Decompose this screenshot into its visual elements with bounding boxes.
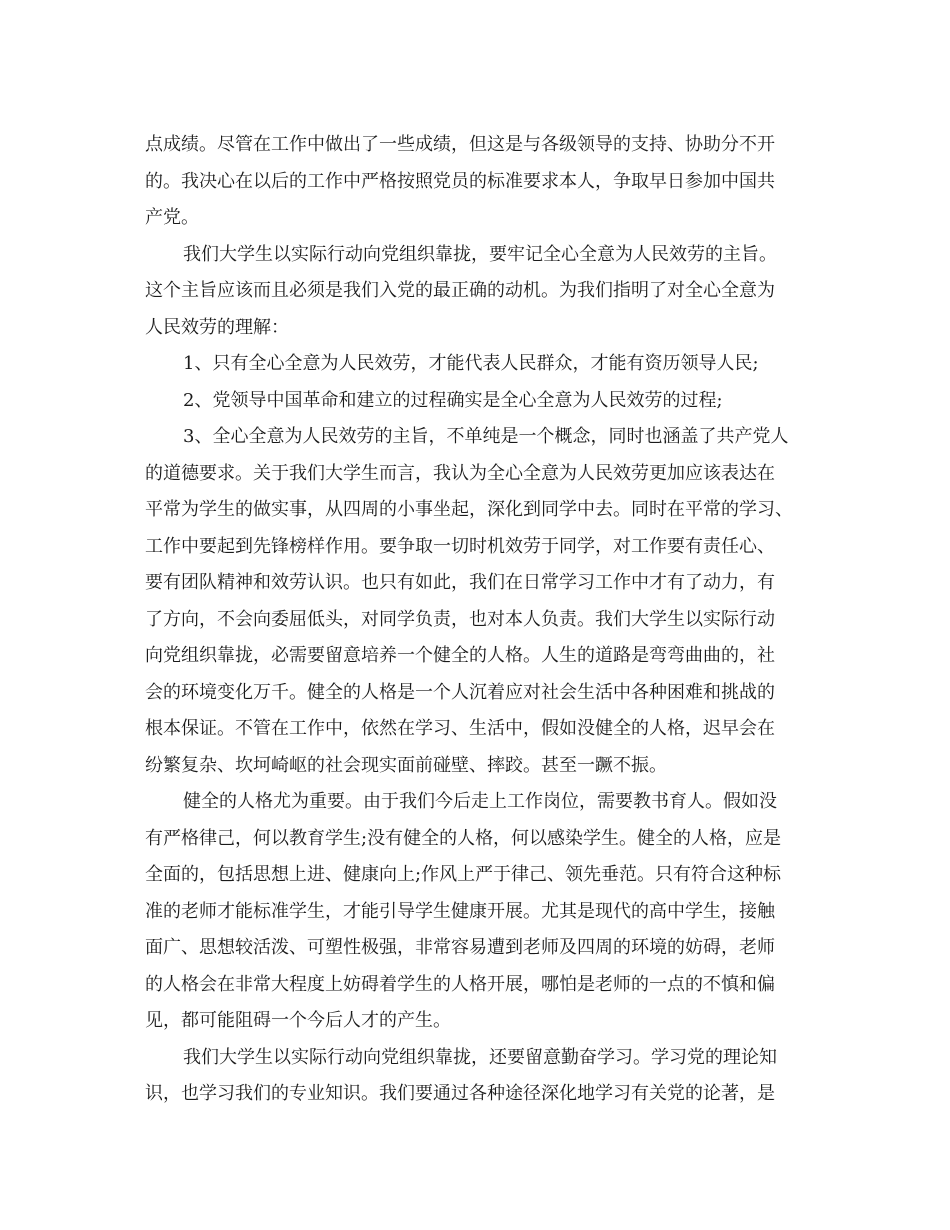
text-line: 会的环境变化万千。健全的人格是一个人沉着应对社会生活中各种困难和挑战的 — [145, 681, 775, 703]
text-line: 平常为学生的做实事，从四周的小事坐起，深化到同学中去。同时在平常的学习、 — [145, 499, 793, 520]
text-line: 要有团队精神和效劳认识。也只有如此，我们在日常学习工作中才有了动力，有 — [145, 572, 775, 593]
text-line: 的。我决心在以后的工作中严格按照党员的标准要求本人，争取早日参加中国共 — [145, 170, 775, 192]
text-line: 我们大学生以实际行动向党组织靠拢，还要留意勤奋学习。学习党的理论知 — [183, 1046, 777, 1068]
text-line: 有严格律己，何以教育学生;没有健全的人格，何以感染学生。健全的人格，应是 — [145, 827, 782, 849]
text-line: 根本保证。不管在工作中，依然在学习、生活中，假如没健全的人格，迟早会在 — [145, 718, 775, 739]
text-line: 面广、思想较活泼、可塑性极强，非常容易遭到老师及四周的环境的妨碍，老师 — [145, 937, 775, 958]
text-line: 向党组织靠拢，必需要留意培养一个健全的人格。人生的道路是弯弯曲曲的，社 — [145, 645, 775, 666]
text-line: 识，也学习我们的专业知识。我们要通过各种途径深化地学习有关党的论著，是 — [145, 1083, 775, 1104]
text-line: 的道德要求。关于我们大学生而言，我认为全心全意为人民效劳更加应该表达在 — [145, 462, 775, 484]
text-line: 这个主旨应该而且必须是我们入党的最正确的动机。为我们指明了对全心全意为 — [145, 280, 775, 301]
text-line: 1、只有全心全意为人民效劳，才能代表人民群众，才能有资历领导人民; — [183, 353, 759, 374]
text-line: 工作中要起到先锋榜样作用。要争取一切时机效劳于同学，对工作要有责任心、 — [145, 535, 775, 557]
text-line: 健全的人格尤为重要。由于我们今后走上工作岗位，需要教书育人。假如没 — [183, 791, 777, 812]
text-line: 点成绩。尽管在工作中做出了一些成绩，但这是与各级领导的支持、协助分不开 — [145, 134, 775, 155]
document-body — [145, 127, 805, 1113]
text-line: 3、全心全意为人民效劳的主旨，不单纯是一个概念，同时也涵盖了共产党人 — [183, 426, 789, 447]
text-line: 见，都可能阻碍一个今后人才的产生。 — [145, 1010, 451, 1031]
text-line: 我们大学生以实际行动向党组织靠拢，要牢记全心全意为人民效劳的主旨。 — [183, 243, 777, 265]
text-line: 准的老师才能标准学生，才能引导学生健康开展。尤其是现代的高中学生，接触 — [145, 900, 775, 922]
text-line: 人民效劳的理解： — [145, 316, 289, 338]
text-line: 产党。 — [145, 207, 199, 228]
text-line: 纷繁复杂、坎坷崎岖的社会现实面前碰壁、摔跤。甚至一蹶不振。 — [145, 754, 667, 776]
text-line: 全面的，包括思想上进、健康向上;作风上严于律己、领先垂范。只有符合这种标 — [145, 864, 782, 885]
text-line: 2、党领导中国革命和建立的过程确实是全心全意为人民效劳的过程; — [183, 389, 723, 411]
text-line: 的人格会在非常大程度上妨碍着学生的人格开展，哪怕是老师的一点的不慎和偏 — [145, 973, 775, 995]
text-line: 了方向，不会向委屈低头，对同学负责，也对本人负责。我们大学生以实际行动 — [145, 608, 775, 630]
